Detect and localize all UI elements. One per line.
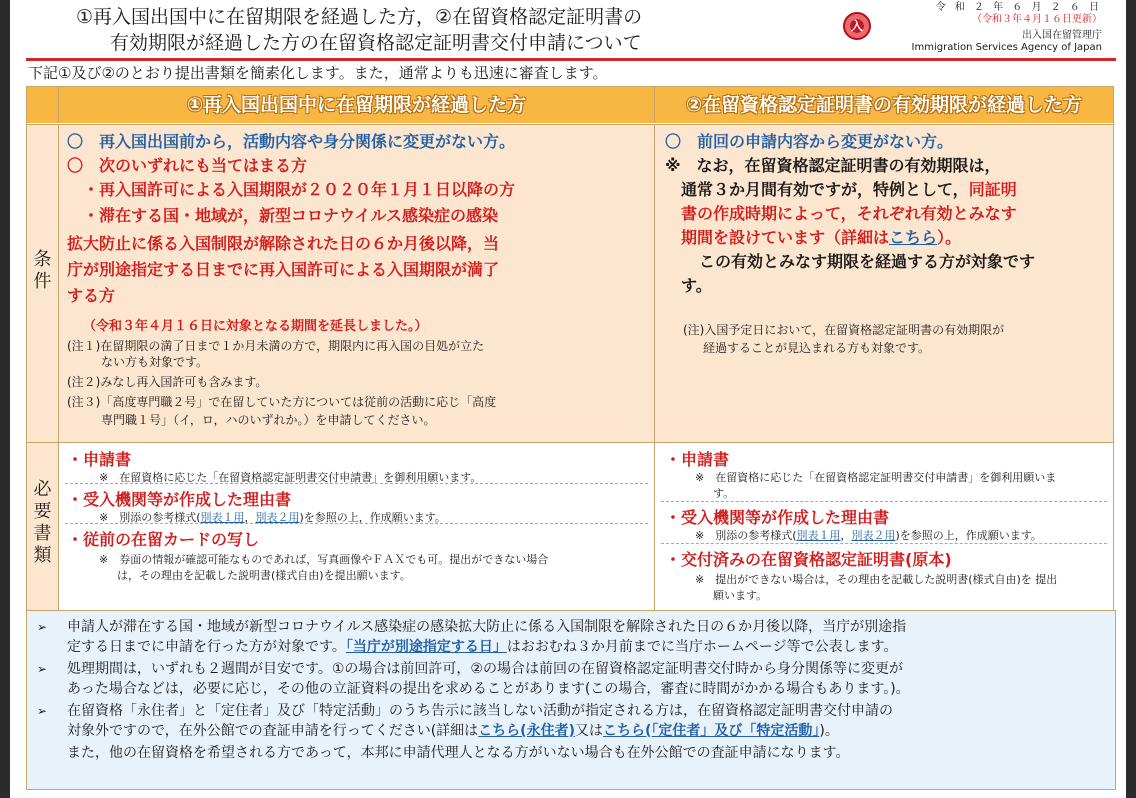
agency-name: [912, 30, 1102, 54]
docs-divider: [661, 501, 1107, 502]
cond2-note-line1: (注)入国予定日において，在留資格認定証明書の有効期限が: [683, 323, 1005, 337]
cond2-remark-line1: ※ なお，在留資格認定証明書の有効期限は，: [665, 156, 1001, 175]
docs1-item3-title: ・従前の在留カードの写し: [67, 530, 260, 549]
documents-cell-1: [59, 442, 655, 610]
bullet-arrow-icon: ➢: [37, 704, 48, 718]
cond2-remark-line4a: 期間を設けています（詳細は: [681, 228, 890, 247]
docs2-item1-note-line2: す。: [713, 487, 735, 500]
note1-line2b: はおおむね３か月前までに当庁ホームページ等で公表します。: [506, 639, 898, 655]
docs1-sep: ，: [244, 511, 256, 524]
docs2-item3-title: ・交付済みの在留資格認定証明書(原本): [665, 550, 952, 569]
column-header-1: ①再入国出国中に在留期限が経過した方: [59, 87, 655, 123]
form-table1-link[interactable]: 別表１用: [796, 529, 841, 542]
documents-cell-2: [655, 442, 1113, 610]
docs-divider: [65, 483, 648, 484]
form-table2-link[interactable]: 別表２用: [851, 529, 896, 542]
cond1-sub2-line2: 拡大防止に係る入国制限が解除された日の６か月後以降，当: [67, 234, 500, 253]
cond1-sub2-line4: する方: [67, 286, 116, 305]
cond1-sub2-line1: ・滞在する国・地域が，新型コロナウイルス感染症の感染: [83, 206, 499, 225]
details-link[interactable]: こちら: [889, 228, 938, 247]
note3-line2-mid: 又は: [574, 723, 603, 739]
cond2-remark-line3: 書の作成時期によって，それぞれ有効とみなす: [681, 204, 1017, 223]
docs2-sep: ，: [840, 529, 852, 542]
update-date: （令和３年４月１６日更新）: [972, 14, 1102, 25]
docs2-item3-note-line1: ※ 提出ができない場合は，その理由を記載した説明書(様式自由)を 提出: [695, 573, 1058, 586]
note3-line2: [67, 721, 839, 741]
agency-name-jp: 出入国在留管理庁: [1022, 30, 1102, 41]
document-page: [10, 0, 1126, 798]
cond2-note-line2: 経過することが見込まれる方も対象です。: [703, 341, 931, 355]
docs1-item1-title: ・申請書: [67, 450, 132, 469]
header-corner-cell: [27, 87, 59, 123]
cond1-note2: (注２)みなし再入国許可も含みます。: [67, 375, 268, 389]
form-table2-link[interactable]: 別表２用: [255, 511, 300, 524]
docs1-item3-note-line1: ※ 券面の情報が確認可能なものであれば，写真画像やＦＡＸでも可。提出ができない場合: [99, 553, 549, 566]
cond2-remark-line6: す。: [681, 276, 712, 295]
cond1-sub2-line3: 庁が別途指定する日までに再入国許可による入国期限が満了: [67, 260, 500, 279]
note1-line2: [67, 637, 898, 657]
docs2-item2-note: [695, 527, 1042, 543]
docs2-item1-note-line1: ※ 在留資格に応じた「在留資格認定証明書交付申請書」を御利用願いま: [695, 471, 1057, 484]
note2-line1: 処理期間は，いずれも２週間が目安です。①の場合は前回許可，②の場合は前回の在留資格認定証明書交付時から身分関係等に変更が: [67, 661, 903, 677]
cond2-remark-line2b: 同証明: [968, 180, 1017, 199]
conditions-cell-2: [655, 124, 1113, 442]
row-label-char: 類: [33, 545, 52, 566]
docs2-item2-note-b: )を参照の上，作成願います。: [895, 529, 1042, 542]
conditions-cell-1: [59, 124, 655, 442]
docs2-item1-title: ・申請書: [665, 450, 730, 469]
note1-line1: 申請人が滞在する国・地域が新型コロナウイルス感染症の感染拡大防止に係る入国制限を解除された日の６か月後以降，当庁が別途指: [67, 619, 907, 635]
cond1-item2: 〇 次のいずれにも当てはまる方: [67, 156, 308, 175]
docs2-item3-note-line2: 願います。: [713, 589, 768, 602]
cond1-extended: （令和３年４月１６日に対象となる期間を延長しました。）: [83, 319, 428, 334]
cond2-remark-line2a: 通常３か月間有効ですが，特例として，: [681, 180, 969, 199]
conditions-table: [26, 86, 1114, 610]
cond1-note3-line2: 専門職１号」（イ，ロ，ハのいずれか。）を申請してください。: [101, 413, 436, 427]
cond1-sub1: ・再入国許可による入国期限が２０２０年１月１日以降の方: [83, 180, 516, 199]
note3-line3: また，他の在留資格を希望される方であって，本邦に申請代理人となる方がいない場合も在外公館での査証申請になります。: [67, 745, 850, 761]
title-line-2: 有効期限が経過した方の在留資格認定証明書交付申請について: [110, 32, 642, 54]
date-block: [936, 2, 1102, 26]
notes-box: [26, 610, 1116, 790]
row-label-conditions: [27, 124, 59, 442]
docs-divider: [65, 523, 648, 524]
issue-date: 令 和 ２ 年 ６ 月 ２ ６ 日: [935, 2, 1102, 13]
note2-line2: あった場合などは，必要に応じ，その他の立証資料の提出を求めることがあります(この場合，審査に時間がかかる場合もあります。)。: [67, 681, 910, 697]
cond1-note1-line1: (注１)在留期限の満了日まで１か月未満の方で，期限内に再入国の目処が立た: [67, 339, 485, 353]
note3-line2a: 対象外ですので，在外公館での査証申請を行ってください(詳細は: [67, 723, 479, 739]
cond2-remark-line4b: ）。: [937, 228, 962, 247]
note1-line2a: 定する日までに申請を行った方が対象です。: [67, 639, 346, 655]
docs1-item1-note: ※ 在留資格に応じた「在留資格認定証明書交付申請書」を御利用願います。: [99, 471, 482, 484]
viewer-frame-right: [1126, 0, 1136, 798]
cond1-note3-line1: (注３)「高度専門職２号」で在留していた方については従前の活動に応じ「高度: [67, 395, 497, 409]
bullet-arrow-icon: ➢: [37, 662, 48, 676]
long-term-resident-link[interactable]: こちら(「定住者」及び「特定活動」: [602, 723, 820, 739]
docs2-item2-note-a: ※ 別添の参考様式(: [695, 529, 797, 542]
row-label-char: 条: [33, 249, 52, 270]
row-label-char: 要: [33, 501, 52, 522]
docs1-item2-title: ・受入機関等が作成した理由書: [67, 490, 292, 509]
docs-divider: [661, 543, 1107, 544]
bullet-arrow-icon: ➢: [37, 620, 48, 634]
cond2-remark-line4: [681, 225, 961, 248]
row-label-char: 必: [33, 479, 52, 500]
header-divider: [26, 58, 1116, 61]
title-line-1: ①再入国出国中に在留期限を経過した方，②在留資格認定証明書の: [76, 6, 643, 28]
viewer-frame-left: [0, 0, 10, 798]
cond2-remark-line2: [681, 177, 1017, 200]
cond1-item1: 〇 再入国出国前から，活動内容や身分関係に変更がない方。: [67, 132, 516, 151]
column-header-2: ②在留資格認定証明書の有効期限が経過した方: [655, 87, 1113, 123]
document-title: [76, 4, 776, 56]
docs1-item3-note-line2: は，その理由を記載した説明書(様式自由)を提出願います。: [117, 569, 411, 582]
row-label-documents: [27, 442, 59, 610]
docs1-item2-note-a: ※ 別添の参考様式(: [99, 511, 201, 524]
agency-seal-icon: 入: [843, 12, 871, 40]
docs2-item2-title: ・受入機関等が作成した理由書: [665, 508, 890, 527]
form-table1-link[interactable]: 別表１用: [200, 511, 245, 524]
docs1-item2-note-b: )を参照の上，作成願います。: [299, 511, 446, 524]
intro-text: 下記①及び②のとおり提出書類を簡素化します。また，通常よりも迅速に審査します。: [28, 64, 608, 82]
cond2-item1: 〇 前回の申請内容から変更がない方。: [665, 132, 954, 151]
note3-line2b: )。: [819, 723, 839, 739]
agency-name-en: Immigration Services Agency of Japan: [911, 42, 1102, 53]
note3-line1: 在留資格「永住者」と「定住者」及び「特定活動」のうち告示に該当しない活動が指定される方は，在留資格認定証明書交付申請の: [67, 703, 893, 719]
designated-date-link[interactable]: 「当庁が別途指定する日」: [345, 639, 507, 655]
cond1-note1-line2: ない方も対象です。: [101, 355, 209, 369]
row-label-char: 件: [33, 271, 52, 292]
permanent-resident-link[interactable]: こちら(永住者): [478, 723, 575, 739]
row-label-char: 書: [33, 523, 52, 544]
cond2-remark-line5: この有効とみなす期限を経過する方が対象です: [699, 252, 1036, 271]
